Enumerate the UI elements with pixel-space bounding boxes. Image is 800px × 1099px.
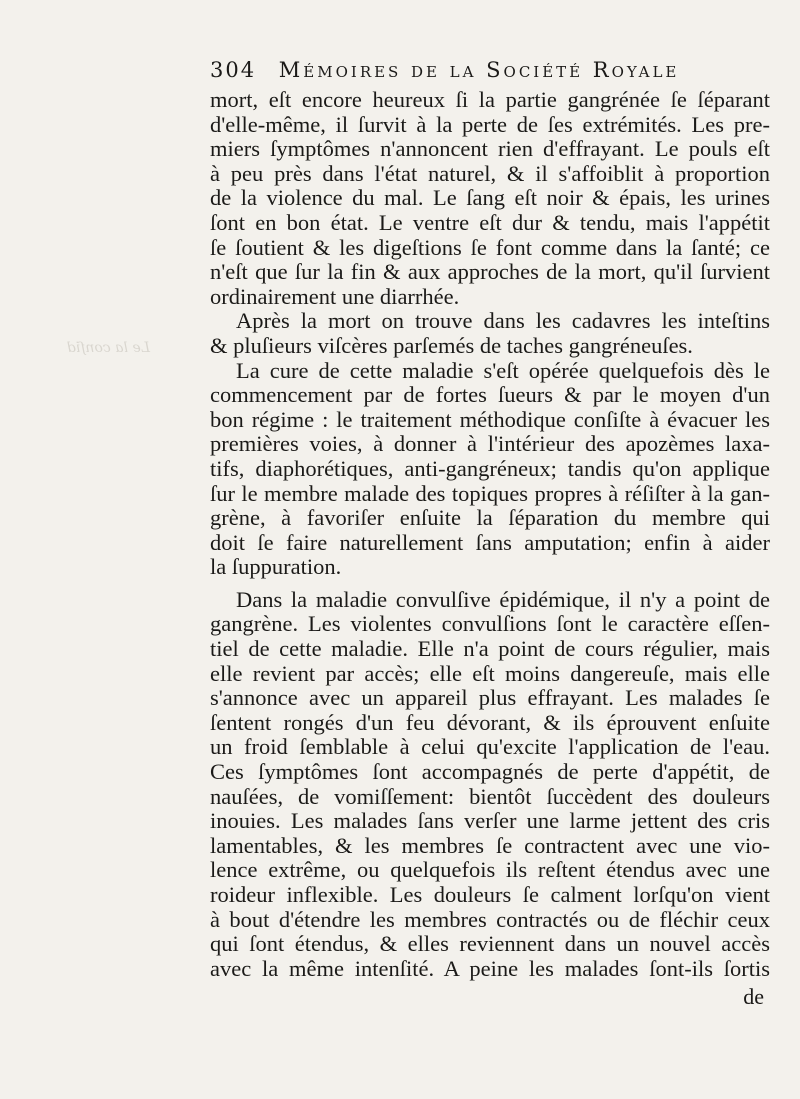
text-line: miers ſymptômes n'annoncent rien d'effrayant. Le pouls eſt [210,137,770,162]
text-line: tiel de cette maladie. Elle n'a point de cours régulier, mais [210,637,770,662]
text-line: grène, à favoriſer enſuite la ſéparation du membre qui [210,506,770,531]
text-line: qui ſont étendus, & elles reviennent dans un nouvel accès [210,932,770,957]
text-line: de la violence du mal. Le ſang eſt noir & épais, les urines [210,186,770,211]
text-line: premières voies, à donner à l'intérieur des apozèmes laxa- [210,432,770,457]
text-line: ſe ſoutient & les digeſtions ſe font comme dans la ſanté; ce [210,235,770,260]
text-line: Dans la maladie convulſive épidémique, il n'y a point de [236,587,770,612]
text-line: Après la mort on trouve dans les cadavres les inteſtins [236,309,770,334]
text-line: n'eſt que ſur la fin & aux approches de la mort, qu'il ſurvient [210,260,770,285]
text-line: roideur inflexible. Les douleurs ſe calment lorſqu'on vient [210,883,770,907]
text-line: lence extrême, ou quelquefois ils reſtent étendus avec une [210,858,770,883]
text-line: ordinairement une diarrhée. [210,284,460,309]
text-line: tifs, diaphorétiques, anti-gangréneux; tandis qu'on applique [210,456,770,481]
text-line: nauſées, de vomiſſement: bientôt ſuccèdent des douleurs [210,784,770,809]
paragraph-gap [210,580,770,588]
text-line: & pluſieurs viſcères parſemés de taches gangréneuſes. [210,333,693,358]
text-line: inouies. Les malades ſans verſer une larme jettent des cris [210,809,770,834]
running-header [210,58,770,82]
text-line: ſentent rongés d'un feu dévorant, & ils éprouvent enſuite [210,710,770,735]
text-line: ſont en bon état. Le ventre eſt dur & tendu, mais l'appétit [210,210,770,235]
text-line: Ces ſymptômes ſont accompagnés de perte d'appétit, de [210,760,770,785]
text-line: elle revient par accès; elle eſt moins dangereuſe, mais elle [210,661,770,686]
text-line: mort, eſt encore heureux ſi la partie gangrénée ſe ſéparant [210,88,770,112]
text-line: bon régime : le traitement méthodique conſiſte à évacuer les [210,407,770,432]
catchword: de [743,984,764,1009]
text-line: La cure de cette maladie s'eſt opérée quelquefois dès le [236,358,770,383]
running-title: Mémoires de la Société Royale [278,58,680,82]
text-line: s'annonce avec un appareil plus effrayant. Les malades ſe [210,686,770,711]
text-line: d'elle-même, il ſurvit à la perte de ſes extrémités. Les pre- [210,112,770,137]
text-line: à peu près dans l'état naturel, & il s'affoiblit à proportion [210,161,770,186]
text-line: à bout d'étendre les membres contractés ou de fléchir ceux [210,907,770,932]
text-line: ſur le membre malade des topiques propres à réſiſter à la gan- [210,481,770,506]
text-line: doit ſe faire naturellement ſans amputation; enfin à aider [210,530,770,555]
text-line: un froid ſemblable à celui qu'excite l'application de l'eau. [210,735,770,760]
body-text [210,88,770,981]
page-number: 304 [210,58,257,82]
text-line: lamentables, & les membres ſe contractent avec une vio- [210,833,770,858]
text-line: la ſuppuration. [210,555,342,580]
bleed-through-text: Le la conſid [66,340,150,356]
text-line: commencement par de fortes ſueurs & par le moyen d'un [210,383,770,408]
text-line: gangrène. Les violentes convulſions ſont le caractère eſſen- [210,612,770,637]
text-line: avec la même intenſité. A peine les malades ſont-ils ſortis [210,956,770,981]
